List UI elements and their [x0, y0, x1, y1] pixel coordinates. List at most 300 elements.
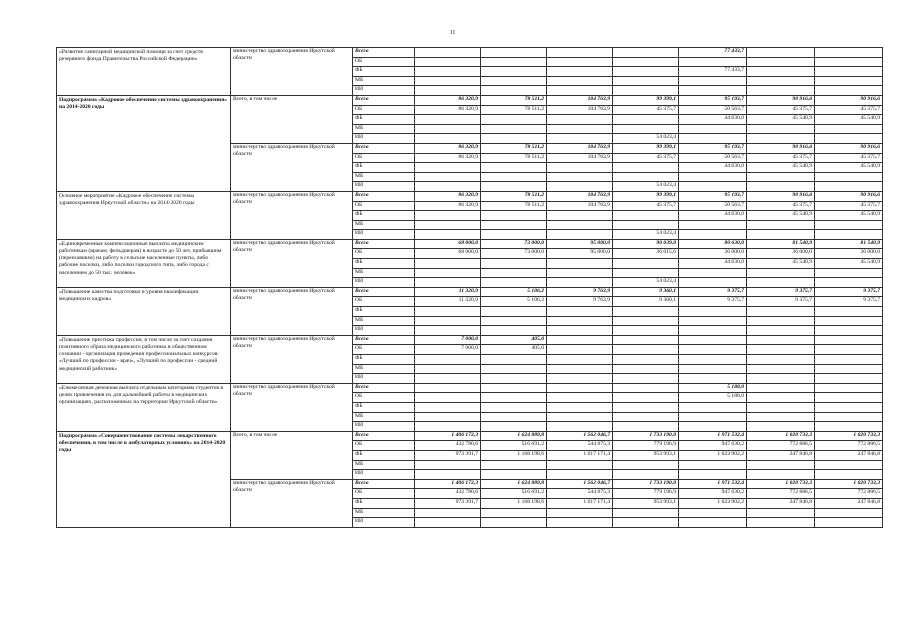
- value-cell: [613, 211, 679, 221]
- value-cell: 50 563,7: [679, 153, 747, 163]
- value-cell: [481, 220, 547, 230]
- value-cell: 50 563,7: [679, 201, 747, 211]
- value-cell: [613, 48, 679, 58]
- value-cell: 45 375,7: [815, 201, 883, 211]
- value-cell: [747, 220, 815, 230]
- value-cell: [747, 230, 815, 240]
- value-cell: [679, 57, 747, 67]
- value-cell: [747, 402, 815, 412]
- value-cell: [547, 422, 613, 432]
- executor-cell: министерство здравоохранения Иркутской области: [231, 335, 353, 383]
- value-cell: 953 993,1: [613, 498, 679, 508]
- value-cell: [415, 172, 481, 182]
- value-cell: 516 691,2: [481, 441, 547, 451]
- funding-source: Всего: [353, 287, 415, 297]
- value-cell: [679, 278, 747, 288]
- value-cell: 772 886,5: [815, 441, 883, 451]
- value-cell: [547, 67, 613, 77]
- value-cell: [415, 422, 481, 432]
- budget-table: [56, 47, 883, 528]
- value-cell: 95 000,0: [547, 239, 613, 249]
- value-cell: [415, 86, 481, 96]
- value-cell: [679, 460, 747, 470]
- value-cell: [547, 393, 613, 403]
- value-cell: 86 320,9: [415, 105, 481, 115]
- value-cell: 1 020 733,3: [815, 479, 883, 489]
- value-cell: [547, 307, 613, 317]
- funding-source: МБ: [353, 316, 415, 326]
- value-cell: [679, 335, 747, 345]
- value-cell: [613, 335, 679, 345]
- value-cell: 50 563,7: [679, 105, 747, 115]
- value-cell: [547, 211, 613, 221]
- funding-source: ИИ: [353, 134, 415, 144]
- value-cell: [747, 278, 815, 288]
- value-cell: 54 023,4: [613, 182, 679, 192]
- value-cell: [415, 364, 481, 374]
- value-cell: [815, 508, 883, 518]
- value-cell: [747, 172, 815, 182]
- funding-source: МБ: [353, 412, 415, 422]
- value-cell: [481, 124, 547, 134]
- funding-source: ФБ: [353, 402, 415, 412]
- value-cell: 45 375,7: [613, 153, 679, 163]
- value-cell: [481, 278, 547, 288]
- value-cell: [481, 422, 547, 432]
- value-cell: [815, 383, 883, 393]
- value-cell: 78 511,2: [481, 153, 547, 163]
- value-cell: [547, 374, 613, 384]
- executor-cell: министерство здравоохранения Иркутской области: [231, 383, 353, 431]
- value-cell: [747, 335, 815, 345]
- value-cell: 86 320,9: [415, 191, 481, 201]
- value-cell: [547, 412, 613, 422]
- funding-source: Всего: [353, 479, 415, 489]
- funding-source: ОБ: [353, 489, 415, 499]
- value-cell: 779 196,9: [613, 489, 679, 499]
- value-cell: 947 630,2: [679, 489, 747, 499]
- value-cell: [815, 182, 883, 192]
- value-cell: [815, 345, 883, 355]
- funding-source: МБ: [353, 460, 415, 470]
- value-cell: [613, 259, 679, 269]
- executor-cell: министерство здравоохранения Иркутской области: [231, 479, 353, 527]
- value-cell: [747, 326, 815, 336]
- funding-source: ФБ: [353, 115, 415, 125]
- value-cell: 54 023,4: [613, 134, 679, 144]
- value-cell: 7 000,0: [415, 335, 481, 345]
- value-cell: 247 846,8: [747, 450, 815, 460]
- value-cell: 90 916,6: [747, 143, 815, 153]
- value-cell: [747, 518, 815, 528]
- value-cell: 95 193,7: [679, 95, 747, 105]
- value-cell: [481, 508, 547, 518]
- value-cell: 247 846,8: [815, 498, 883, 508]
- value-cell: 11 320,9: [415, 287, 481, 297]
- value-cell: [481, 326, 547, 336]
- value-cell: [415, 316, 481, 326]
- value-cell: [815, 48, 883, 58]
- value-cell: 247 846,8: [747, 498, 815, 508]
- value-cell: 90 916,6: [815, 95, 883, 105]
- value-cell: [547, 335, 613, 345]
- executor-cell: Всего, в том числе: [231, 431, 353, 479]
- funding-source: ИИ: [353, 470, 415, 480]
- value-cell: [815, 307, 883, 317]
- value-cell: [815, 76, 883, 86]
- value-cell: [547, 57, 613, 67]
- value-cell: [481, 268, 547, 278]
- program-name: «Единовременные компенсационные выплаты медицинским работникам (врачам, фельдшерам) в возрасте до 50 лет, прибывшим (переехавшим) на работу в сельские населенные пункты, либо рабочие поселки, либо поселки городского типа, либо города с населением до 50 тыс. человек»: [57, 239, 231, 287]
- value-cell: [613, 460, 679, 470]
- value-cell: [415, 211, 481, 221]
- value-cell: [415, 383, 481, 393]
- program-name: «Развитие санитарной медицинской помощи за счет средств резервного фонда Правительства Российской Федерации»: [57, 48, 231, 96]
- value-cell: [481, 374, 547, 384]
- value-cell: 45 375,7: [815, 153, 883, 163]
- value-cell: [547, 383, 613, 393]
- funding-source: ОБ: [353, 345, 415, 355]
- value-cell: 7 000,0: [415, 345, 481, 355]
- value-cell: [679, 316, 747, 326]
- funding-source: ИИ: [353, 422, 415, 432]
- value-cell: 1 023 902,2: [679, 498, 747, 508]
- value-cell: 104 763,9: [547, 143, 613, 153]
- program-name: «Повышение престижа профессии, в том числе за счет создания позитивного образа медицинского работника в общественном сознании - организация проведения профессиональных конкурсов: «Лучший по профессии - врач», «Лучший по профессии - средний медицинский работник»: [57, 335, 231, 383]
- value-cell: [547, 470, 613, 480]
- value-cell: 36 000,0: [815, 249, 883, 259]
- value-cell: 1 017 171,4: [547, 450, 613, 460]
- value-cell: [415, 268, 481, 278]
- value-cell: [415, 182, 481, 192]
- value-cell: 45 540,9: [747, 115, 815, 125]
- value-cell: [547, 76, 613, 86]
- value-cell: [415, 470, 481, 480]
- value-cell: [747, 364, 815, 374]
- value-cell: 86 320,9: [415, 95, 481, 105]
- value-cell: 9 763,9: [547, 287, 613, 297]
- funding-source: МБ: [353, 76, 415, 86]
- executor-cell: министерство здравоохранения Иркутской области: [231, 143, 353, 191]
- value-cell: [415, 57, 481, 67]
- value-cell: 78 511,2: [481, 143, 547, 153]
- value-cell: [747, 307, 815, 317]
- value-cell: 45 540,9: [815, 259, 883, 269]
- value-cell: 9 375,7: [815, 297, 883, 307]
- value-cell: 516 691,2: [481, 489, 547, 499]
- value-cell: 247 846,8: [815, 450, 883, 460]
- value-cell: [547, 355, 613, 365]
- value-cell: [415, 518, 481, 528]
- value-cell: [679, 355, 747, 365]
- value-cell: 68 000,0: [415, 239, 481, 249]
- value-cell: 45 375,7: [815, 105, 883, 115]
- value-cell: [481, 460, 547, 470]
- value-cell: [547, 326, 613, 336]
- value-cell: [547, 86, 613, 96]
- executor-cell: министерство здравоохранения Иркутской области: [231, 48, 353, 96]
- value-cell: [547, 508, 613, 518]
- value-cell: [613, 86, 679, 96]
- value-cell: [547, 402, 613, 412]
- value-cell: 78 511,2: [481, 201, 547, 211]
- value-cell: [679, 374, 747, 384]
- program-name: Подпрограмма «Кадровое обеспечение системы здравоохранения» на 2014-2020 годы: [57, 95, 231, 191]
- funding-source: ОБ: [353, 393, 415, 403]
- value-cell: [415, 124, 481, 134]
- value-cell: [547, 163, 613, 173]
- funding-source: ФБ: [353, 67, 415, 77]
- value-cell: [481, 316, 547, 326]
- value-cell: 68 000,0: [415, 249, 481, 259]
- value-cell: [481, 115, 547, 125]
- value-cell: 86 320,9: [415, 143, 481, 153]
- program-name: Подпрограмма «Совершенствование системы лекарственного обеспечения, в том числе в амбулаторных условиях» на 2014-2020 годы: [57, 431, 231, 527]
- value-cell: 1 020 733,3: [747, 479, 815, 489]
- funding-source: ИИ: [353, 518, 415, 528]
- value-cell: 772 886,5: [747, 441, 815, 451]
- value-cell: [481, 259, 547, 269]
- value-cell: 54 023,4: [613, 230, 679, 240]
- value-cell: 9 763,9: [547, 297, 613, 307]
- table-row: [57, 383, 883, 393]
- funding-source: ИИ: [353, 182, 415, 192]
- value-cell: [815, 355, 883, 365]
- value-cell: [547, 182, 613, 192]
- value-cell: [815, 422, 883, 432]
- value-cell: 90 039,0: [613, 239, 679, 249]
- funding-source: МБ: [353, 268, 415, 278]
- value-cell: [481, 230, 547, 240]
- value-cell: [613, 57, 679, 67]
- value-cell: [481, 518, 547, 528]
- value-cell: 86 320,9: [415, 201, 481, 211]
- value-cell: [547, 230, 613, 240]
- value-cell: [613, 374, 679, 384]
- value-cell: [481, 364, 547, 374]
- value-cell: [547, 259, 613, 269]
- table-row: [57, 239, 883, 249]
- value-cell: [613, 316, 679, 326]
- funding-source: ОБ: [353, 249, 415, 259]
- value-cell: 973 391,7: [415, 498, 481, 508]
- value-cell: [415, 355, 481, 365]
- program-name: «Ежемесячная денежная выплата отдельным категориям студентов в целях привлечения их для дальнейшей работы в медицинских организациях, расположенных на территории Иркутской области»: [57, 383, 231, 431]
- value-cell: [613, 307, 679, 317]
- value-cell: [613, 268, 679, 278]
- value-cell: 9 375,7: [747, 287, 815, 297]
- table-row: [57, 48, 883, 58]
- value-cell: [679, 134, 747, 144]
- value-cell: 73 000,0: [481, 249, 547, 259]
- value-cell: 90 916,6: [815, 191, 883, 201]
- value-cell: [747, 383, 815, 393]
- value-cell: 104 763,9: [547, 105, 613, 115]
- funding-source: МБ: [353, 124, 415, 134]
- value-cell: 78 511,2: [481, 191, 547, 201]
- funding-source: Всего: [353, 431, 415, 441]
- funding-source: ОБ: [353, 153, 415, 163]
- value-cell: [815, 335, 883, 345]
- value-cell: [679, 182, 747, 192]
- value-cell: 45 375,7: [747, 201, 815, 211]
- funding-source: ОБ: [353, 201, 415, 211]
- funding-source: ФБ: [353, 498, 415, 508]
- value-cell: [481, 470, 547, 480]
- value-cell: 104 763,9: [547, 95, 613, 105]
- value-cell: [815, 220, 883, 230]
- value-cell: [415, 278, 481, 288]
- value-cell: [679, 470, 747, 480]
- value-cell: 44 630,0: [679, 211, 747, 221]
- value-cell: 9 360,1: [613, 297, 679, 307]
- value-cell: [613, 67, 679, 77]
- value-cell: [747, 412, 815, 422]
- value-cell: [613, 402, 679, 412]
- funding-source: Всего: [353, 335, 415, 345]
- value-cell: 1 733 190,0: [613, 479, 679, 489]
- value-cell: [481, 355, 547, 365]
- value-cell: 947 630,2: [679, 441, 747, 451]
- value-cell: [481, 86, 547, 96]
- value-cell: [547, 278, 613, 288]
- value-cell: [815, 412, 883, 422]
- value-cell: 1 020 733,3: [815, 431, 883, 441]
- table-row: [57, 95, 883, 105]
- value-cell: 5 106,2: [481, 297, 547, 307]
- value-cell: 77 433,7: [679, 48, 747, 58]
- funding-source: ОБ: [353, 441, 415, 451]
- value-cell: [679, 172, 747, 182]
- value-cell: [747, 67, 815, 77]
- value-cell: [613, 220, 679, 230]
- value-cell: 90 916,6: [747, 191, 815, 201]
- value-cell: [613, 364, 679, 374]
- table-row: [57, 431, 883, 441]
- value-cell: [747, 393, 815, 403]
- value-cell: 432 780,6: [415, 489, 481, 499]
- value-cell: [747, 48, 815, 58]
- value-cell: [679, 518, 747, 528]
- value-cell: [679, 124, 747, 134]
- value-cell: 99 399,1: [613, 143, 679, 153]
- value-cell: [815, 470, 883, 480]
- value-cell: 104 763,9: [547, 153, 613, 163]
- value-cell: [415, 460, 481, 470]
- funding-source: ИИ: [353, 278, 415, 288]
- value-cell: [547, 220, 613, 230]
- value-cell: 73 000,0: [481, 239, 547, 249]
- table-row: [57, 335, 883, 345]
- value-cell: [815, 402, 883, 412]
- table-row: [57, 287, 883, 297]
- value-cell: 44 630,0: [679, 163, 747, 173]
- value-cell: 405,0: [481, 335, 547, 345]
- value-cell: 80 630,0: [679, 239, 747, 249]
- value-cell: [747, 355, 815, 365]
- value-cell: 45 375,7: [747, 153, 815, 163]
- value-cell: [415, 412, 481, 422]
- value-cell: 779 196,9: [613, 441, 679, 451]
- value-cell: [547, 172, 613, 182]
- value-cell: [415, 76, 481, 86]
- value-cell: 104 763,9: [547, 201, 613, 211]
- value-cell: 81 540,9: [815, 239, 883, 249]
- funding-source: МБ: [353, 364, 415, 374]
- value-cell: [415, 393, 481, 403]
- funding-source: Всего: [353, 191, 415, 201]
- funding-source: ОБ: [353, 297, 415, 307]
- value-cell: 104 763,9: [547, 191, 613, 201]
- value-cell: [613, 355, 679, 365]
- value-cell: 45 375,7: [747, 105, 815, 115]
- value-cell: 1 023 902,2: [679, 450, 747, 460]
- funding-source: ОБ: [353, 57, 415, 67]
- funding-source: Всего: [353, 383, 415, 393]
- value-cell: 95 193,7: [679, 143, 747, 153]
- value-cell: 1 017 171,4: [547, 498, 613, 508]
- value-cell: 405,0: [481, 345, 547, 355]
- value-cell: [481, 48, 547, 58]
- value-cell: [481, 163, 547, 173]
- value-cell: [547, 134, 613, 144]
- value-cell: [747, 57, 815, 67]
- page-number: 11: [449, 30, 456, 36]
- value-cell: [415, 374, 481, 384]
- value-cell: [415, 67, 481, 77]
- value-cell: [747, 374, 815, 384]
- value-cell: 44 630,0: [679, 259, 747, 269]
- funding-source: ИИ: [353, 374, 415, 384]
- value-cell: [613, 76, 679, 86]
- value-cell: [481, 57, 547, 67]
- value-cell: [613, 345, 679, 355]
- value-cell: 78 511,2: [481, 95, 547, 105]
- value-cell: [815, 518, 883, 528]
- value-cell: [815, 364, 883, 374]
- value-cell: 1 733 190,0: [613, 431, 679, 441]
- value-cell: [613, 163, 679, 173]
- value-cell: [547, 268, 613, 278]
- funding-source: ФБ: [353, 450, 415, 460]
- value-cell: 772 886,5: [747, 489, 815, 499]
- value-cell: [481, 67, 547, 77]
- value-cell: 45 540,9: [815, 163, 883, 173]
- value-cell: 77 433,7: [679, 67, 747, 77]
- value-cell: [613, 518, 679, 528]
- funding-source: МБ: [353, 172, 415, 182]
- value-cell: [613, 508, 679, 518]
- value-cell: 1 624 889,8: [481, 479, 547, 489]
- value-cell: [481, 393, 547, 403]
- value-cell: [415, 220, 481, 230]
- value-cell: [815, 393, 883, 403]
- executor-cell: министерство здравоохранения Иркутской области: [231, 287, 353, 335]
- value-cell: [815, 326, 883, 336]
- value-cell: [547, 460, 613, 470]
- value-cell: [547, 115, 613, 125]
- value-cell: [815, 278, 883, 288]
- value-cell: 5 106,2: [481, 287, 547, 297]
- value-cell: 9 375,7: [747, 297, 815, 307]
- funding-source: ФБ: [353, 211, 415, 221]
- value-cell: [679, 326, 747, 336]
- value-cell: 45 540,9: [815, 211, 883, 221]
- value-cell: [747, 124, 815, 134]
- value-cell: 36 000,0: [679, 249, 747, 259]
- funding-source: ФБ: [353, 355, 415, 365]
- value-cell: [481, 76, 547, 86]
